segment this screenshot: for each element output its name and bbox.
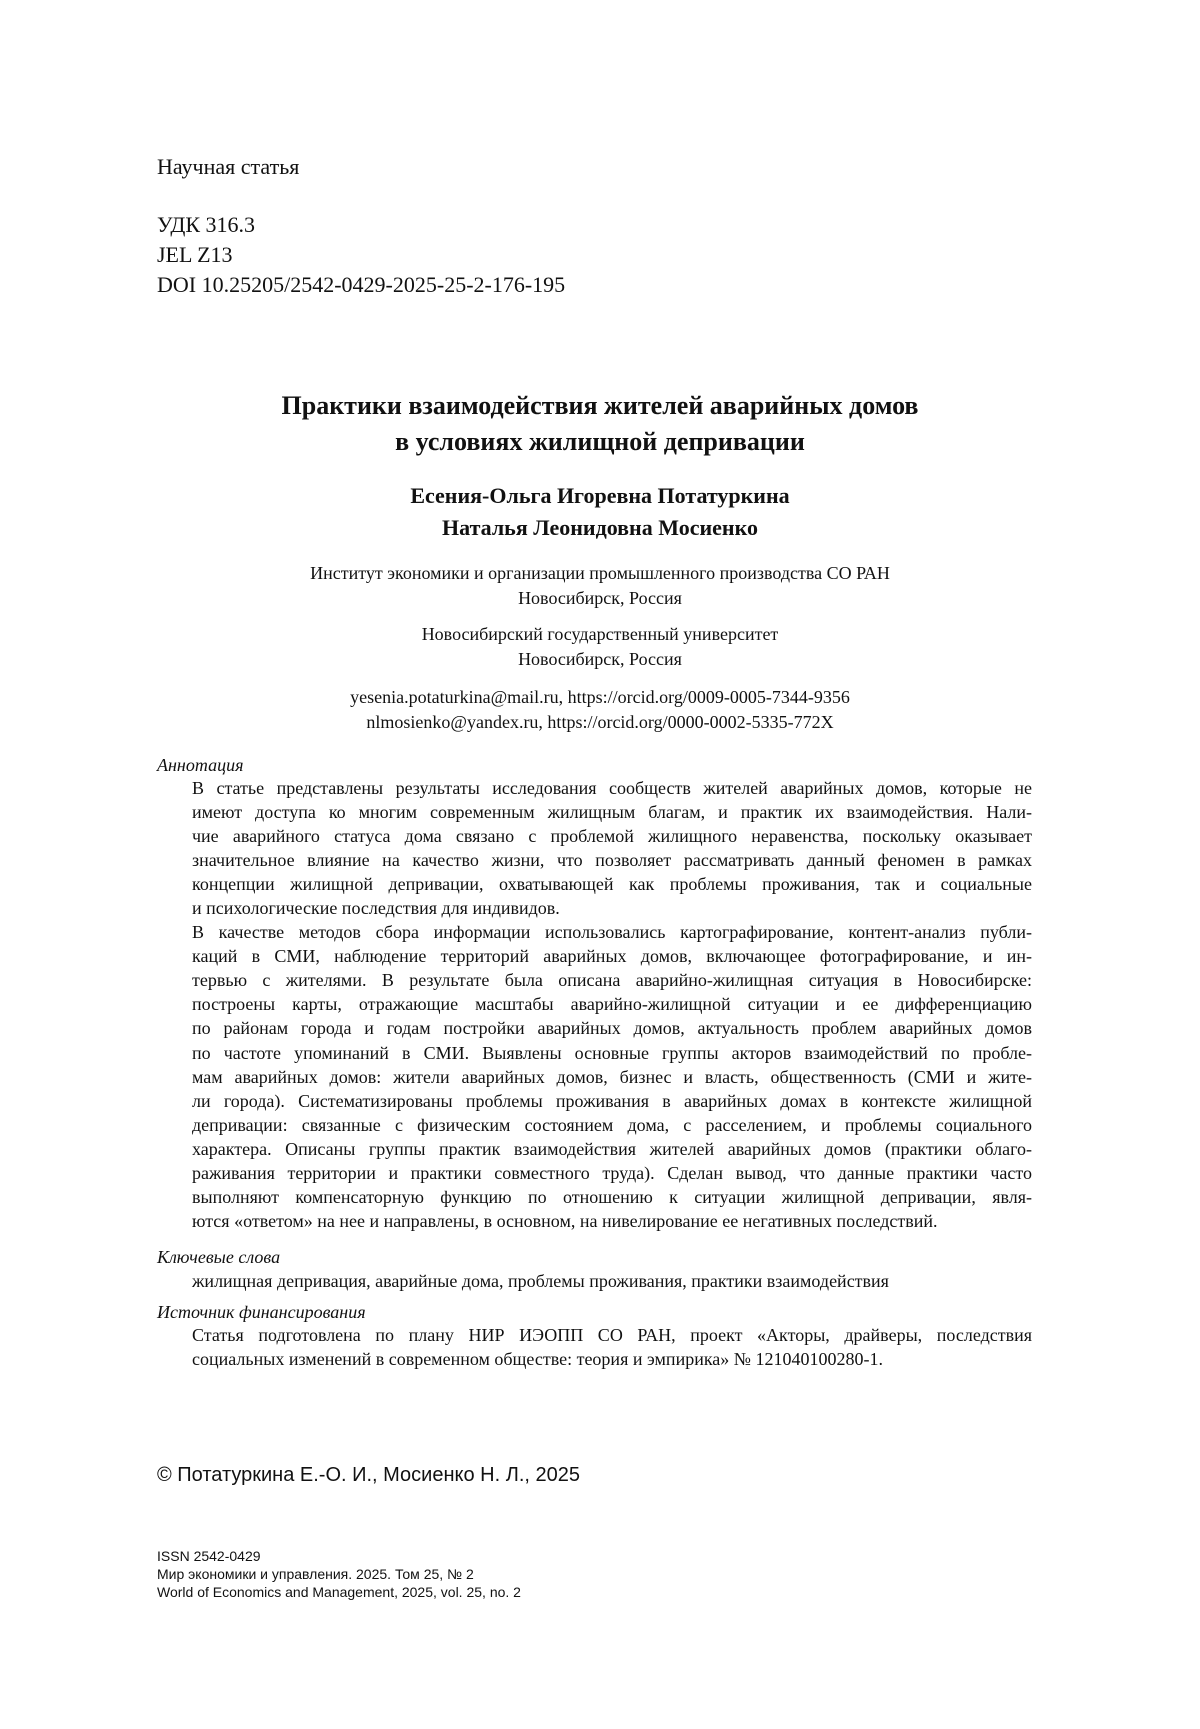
issn: ISSN 2542-0429: [157, 1548, 261, 1564]
abstract-line: ются «ответом» на нее и направлены, в основном, на нивелирование ее негативных последствий.: [192, 1210, 938, 1231]
affiliation-city: Новосибирск, Россия: [518, 649, 682, 669]
abstract-line: раживания территории и практики совместного труда). Сделан вывод, что данные практики часто: [192, 1162, 1032, 1183]
article-title-line-1: Практики взаимодействия жителей аварийных домов: [281, 391, 919, 420]
affiliation-org: Новосибирский государственный университет: [421, 624, 779, 644]
journal-citation-ru: Мир экономики и управления. 2025. Том 25, № 2: [157, 1566, 474, 1582]
author-list: [150, 480, 1050, 544]
funding-line: Статья подготовлена по плану НИР ИЭОПП СО РАН, проект «Акторы, драйверы, последствия: [192, 1325, 1032, 1345]
article-codes: [157, 210, 1032, 300]
abstract-line: чие аварийного статуса дома связано с проблемой жилищного неравенства, поскольку оказывает: [192, 826, 1032, 847]
doi-code[interactable]: DOI 10.25205/2542-0429-2025-25-2-176-195: [157, 272, 566, 297]
udk-code: УДК 316.3: [157, 212, 256, 237]
abstract-line: построены карты, отражающие масштабы аварийно-жилищной ситуации и ее дифференциацию: [192, 994, 1032, 1015]
abstract-line: В качестве методов сбора информации использовались картографирование, контент-анализ публи-: [192, 922, 1032, 943]
affiliation-city: Новосибирск, Россия: [518, 588, 682, 608]
abstract-line: характера. Описаны группы практик взаимодействия жителей аварийных домов (практики облаго-: [192, 1138, 1032, 1159]
abstract-line: тервью с жителями. В результате была описана аварийно-жилищная ситуация в Новосибирске:: [192, 970, 1032, 991]
author-name: Наталья Леонидовна Мосиенко: [442, 515, 758, 540]
abstract-line: мам аварийных домов: жители аварийных домов, бизнес и власть, общественность (СМИ и жите-: [192, 1066, 1032, 1087]
author-contact-link[interactable]: nlmosienko@yandex.ru, https://orcid.org/0000-0002-5335-772X: [366, 712, 834, 732]
journal-citation-en: World of Economics and Management, 2025, vol. 25, no. 2: [157, 1584, 521, 1600]
author-name: Есения-Ольга Игоревна Потатуркина: [410, 483, 790, 508]
abstract-label: Аннотация: [157, 755, 244, 775]
article-title-line-2: в условиях жилищной депривации: [395, 427, 805, 456]
article-title: [150, 388, 1050, 460]
journal-footer: [157, 1547, 521, 1601]
keywords-text: [192, 1269, 1032, 1293]
affiliation: [150, 561, 1050, 611]
keywords-line: жилищная депривация, аварийные дома, проблемы проживания, практики взаимодействия: [192, 1271, 889, 1291]
copyright-notice: © Потатуркина Е.-О. И., Мосиенко Н. Л., 2025: [157, 1464, 581, 1486]
funding-text: [192, 1323, 1032, 1371]
jel-code: JEL Z13: [157, 242, 233, 267]
abstract-line: по частоте упоминаний в СМИ. Выявлены основные группы акторов взаимодействий по пробле-: [192, 1042, 1032, 1063]
article-type: Научная статья: [157, 154, 300, 179]
affiliation: [150, 622, 1050, 672]
abstract-line: концепции жилищной депривации, охватывающей как проблемы проживания, так и социальные: [192, 874, 1032, 895]
author-contacts: [150, 685, 1050, 735]
abstract-line: по районам города и годам постройки аварийных домов, актуальность проблем аварийных домов: [192, 1018, 1032, 1039]
abstract-line: ли города). Систематизированы проблемы проживания в аварийных домах в контексте жилищной: [192, 1090, 1032, 1111]
abstract-line: и психологические последствия для индивидов.: [192, 898, 560, 919]
abstract-line: выполняют компенсаторную функцию по отношению к ситуации жилищной депривации, явля-: [192, 1186, 1032, 1207]
affiliation-org: Институт экономики и организации промышленного производства СО РАН: [310, 563, 890, 583]
abstract-line: значительное влияние на качество жизни, что позволяет рассматривать данный феномен в рамках: [192, 850, 1032, 871]
funding-label: Источник финансирования: [157, 1302, 366, 1322]
abstract-line: В статье представлены результаты исследования сообществ жителей аварийных домов, которые не: [192, 778, 1032, 798]
abstract-line: депривации: связанные с физическим состоянием дома, с расселением, и проблемы социального: [192, 1114, 1032, 1135]
abstract-text: [192, 776, 1032, 1233]
keywords-label: Ключевые слова: [157, 1247, 281, 1267]
author-contact-link[interactable]: yesenia.potaturkina@mail.ru, https://orcid.org/0009-0005-7344-9356: [350, 687, 850, 707]
funding-line: социальных изменений в современном обществе: теория и эмпирика» № 121040100280-1.: [192, 1349, 883, 1370]
abstract-line: имеют доступа ко многим современным жилищным благам, и практик их взаимодействия. Нали-: [192, 802, 1032, 823]
abstract-line: каций в СМИ, наблюдение территорий аварийных домов, включающее фотографирование, и ин-: [192, 946, 1032, 967]
